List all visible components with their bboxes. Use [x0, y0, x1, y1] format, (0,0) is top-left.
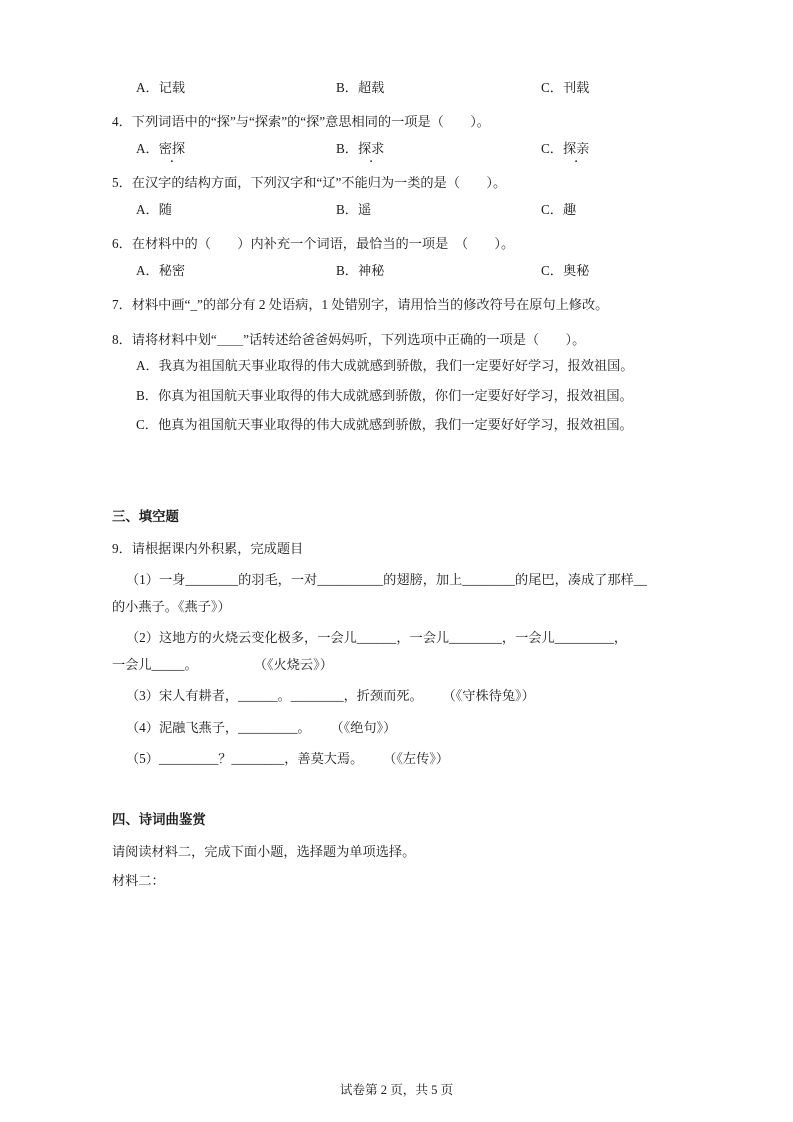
option-a: A．记载	[136, 80, 186, 95]
section-four-intro: 请阅读材料二，完成下面小题，选择题为单项选择。	[112, 843, 416, 859]
section-three-title: 三、填空题	[112, 509, 179, 525]
fill-item-5: （5）_________？________，善莫大焉。 （《左传》）	[126, 750, 450, 766]
option-b	[336, 139, 541, 159]
option-c: C．趣	[541, 201, 577, 217]
option-c	[541, 139, 589, 159]
question-4-stem: 4．下列词语中的“探”与“探索”的“探”意思相同的一项是（ ）。	[112, 114, 490, 130]
page-footer: 试卷第 2 页，共 5 页	[339, 1083, 454, 1097]
fill-item-1-line2: 的小燕子。《燕子》）	[112, 599, 231, 615]
question-5-options	[112, 200, 681, 220]
question-6-options	[112, 261, 681, 281]
question-5-stem: 5．在汉字的结构方面，下列汉字和“辽”不能归为一类的是（ ）。	[112, 175, 507, 191]
option-c: C．刊载	[541, 80, 590, 95]
material-two-label: 材料二：	[112, 873, 165, 889]
option-b: B．超载	[336, 80, 385, 95]
question-9-stem: 9．请根据课内外积累，完成题目	[112, 541, 304, 557]
option-a: A．随	[136, 201, 172, 217]
top-options-row	[112, 78, 681, 98]
option-c: C．奥秘	[541, 262, 590, 278]
question-8-stem: 8．请将材料中划“＿＿”话转述给爸爸妈妈听，下列选项中正确的一项是（ ）。	[112, 331, 586, 347]
option-a: A．秘密	[136, 262, 186, 278]
section-gap-2	[112, 779, 681, 809]
fill-item-4: （4）泥融飞燕子，_________。 （《绝句》）	[126, 719, 397, 735]
option-b: B．神秘	[336, 262, 385, 278]
option-a-text: 密探	[158, 140, 186, 156]
option-b: B．遥	[336, 201, 372, 217]
option-c-prefix: C．	[541, 140, 563, 156]
question-7-stem: 7．材料中画“_”的部分有 2 处语病，1 处错别字，请用恰当的修改符号在原句上修改。	[112, 297, 609, 313]
question-8-choice-a: A．我真为祖国航天事业取得的伟大成就感到骄傲，我们一定要好好学习，报效祖国。	[136, 358, 634, 374]
fill-item-1-line1: （1）一身________的羽毛，一对__________的翅膀，加上________的尾巴，凑成了那样__	[126, 571, 647, 587]
question-8-choice-c: C．他真为祖国航天事业取得的伟大成就感到骄傲，我们一定要好好学习，报效祖国。	[136, 416, 633, 432]
option-c-text: 探亲	[562, 140, 590, 156]
option-a	[136, 139, 336, 159]
question-4-options	[112, 139, 681, 159]
section-gap	[112, 444, 681, 506]
option-b-text: 探求	[357, 140, 385, 156]
fill-item-3: （3）宋人有耕者，______。________，折颈而死。 （《守株待兔》）	[126, 688, 535, 704]
fill-item-2-line1: （2）这地方的火烧云变化极多，一会儿______，一会儿________，一会儿_________，	[126, 630, 628, 646]
fill-item-2-line2: 一会儿_____。 （《火烧云》）	[112, 657, 333, 673]
option-b-prefix: B．	[336, 140, 358, 156]
section-four-title: 四、诗词曲鉴赏	[112, 811, 206, 827]
option-a-prefix: A．	[136, 140, 159, 156]
question-6-stem: 6．在材料中的（ ）内补充一个词语，最恰当的一项是 （ ）。	[112, 236, 515, 252]
question-8-choice-b: B．你真为祖国航天事业取得的伟大成就感到骄傲，你们一定要好好学习，报效祖国。	[136, 387, 633, 403]
